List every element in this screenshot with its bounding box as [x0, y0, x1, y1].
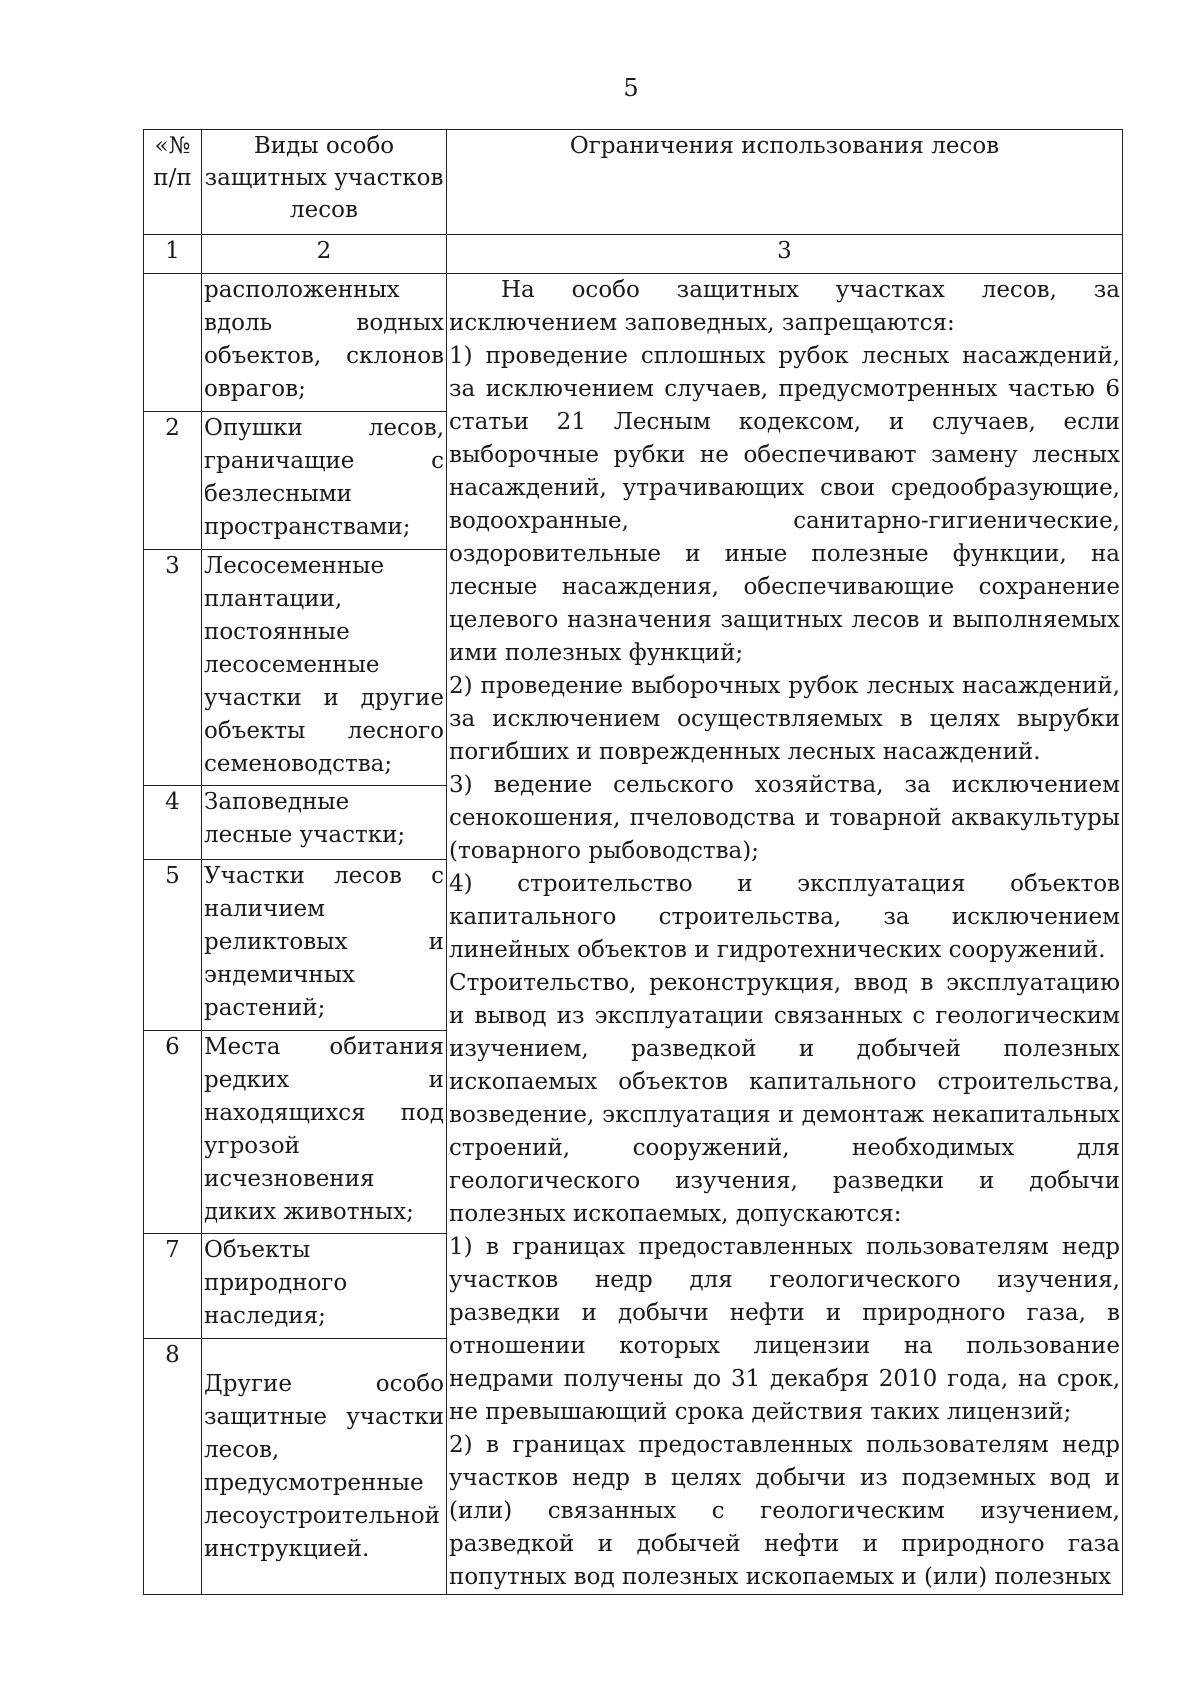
row-number: [144, 274, 202, 412]
header-row: [144, 130, 1123, 235]
restriction-paragraph: 4) строительство и эксплуатация объектов капитального строительства, за исключением линейных объектов и гидротехнических сооружений.: [449, 871, 1120, 963]
row-kind: Опушки лесов, граничащие с безлесными пространствами;: [202, 411, 447, 549]
restriction-paragraph: 2) проведение выборочных рубок лесных насаждений, за исключением осуществляемых в целях вырубки погибших и поврежденных лесных насаждений.: [449, 673, 1120, 765]
column-index: 3: [447, 235, 1123, 274]
row-number: 2: [144, 411, 202, 549]
column-index: 2: [202, 235, 447, 274]
restriction-paragraph: 1) в границах предоставленных пользователям недр участков недр для геологического изучения, разведки и добычи нефти и природного газа, в отношении которых лицензии на пользование недрами получены до 31 декабря 2010 года, на срок, не превышающий срока действия таких лицензий;: [449, 1234, 1120, 1425]
row-number: 7: [144, 1233, 202, 1339]
table-row: [144, 274, 1123, 412]
restrictions-table: [143, 129, 1123, 1595]
row-kind: Участки лесов с наличием реликтовых и эндемичных растений;: [202, 859, 447, 1030]
row-number: 5: [144, 859, 202, 1030]
header-number: «№ п/п: [144, 130, 202, 235]
restriction-paragraph: 3) ведение сельского хозяйства, за исключением сенокошения, пчеловодства и товарной аквакультуры (товарного рыбоводства);: [449, 772, 1120, 864]
header-kind: Виды особо защитных участков лесов: [202, 130, 447, 235]
row-number: 4: [144, 786, 202, 859]
row-kind: расположенных вдоль водных объектов, склонов оврагов;: [202, 274, 447, 412]
header-restrictions: Ограничения использования лесов: [447, 130, 1123, 235]
row-number: 6: [144, 1030, 202, 1233]
row-kind: Объекты природного наследия;: [202, 1233, 447, 1339]
restriction-paragraph: 1) проведение сплошных рубок лесных насаждений, за исключением случаев, предусмотренных частью 6 статьи 21 Лесным кодексом, и случаев, если выборочные рубки не обеспечивают замену лесных насаждений, утрачивающих свои средообразующие, водоохранные, санитарно-гигиенические, оздоровительные и иные полезные функции, на лесные насаждения, обеспечивающие сохранение целевого назначения защитных лесов и выполняемых ими полезных функций;: [449, 343, 1120, 666]
row-kind: Лесосеменные плантации, постоянные лесосеменные участки и другие объекты лесного семеноводства;: [202, 549, 447, 785]
restriction-paragraph: Строительство, реконструкция, ввод в эксплуатацию и вывод из эксплуатации связанных с геологическим изучением, разведкой и добычей полезных ископаемых объектов капитального строительства, возведение, эксплуатация и демонтаж некапитальных строений, сооружений, необходимых для геологического изучения, разведки и добычи полезных ископаемых, допускаются:: [449, 970, 1120, 1227]
row-number: 3: [144, 549, 202, 785]
restrictions-cell: [447, 274, 1123, 1595]
row-kind: Заповедные лесные участки;: [202, 786, 447, 859]
page-number: 5: [623, 74, 639, 102]
restriction-paragraph: На особо защитных участках лесов, за исключением заповедных, запрещаются:: [449, 277, 1120, 336]
row-kind: Места обитания редких и находящихся под угрозой исчезновения диких животных;: [202, 1030, 447, 1233]
row-kind: Другие особо защитные участки лесов, предусмотренные лесоустроительной инструкцией.: [202, 1339, 447, 1595]
column-index-row: [144, 235, 1123, 274]
row-number: 8: [144, 1339, 202, 1595]
column-index: 1: [144, 235, 202, 274]
restriction-paragraph: 2) в границах предоставленных пользователям недр участков недр в целях добычи из подземных вод и (или) связанных с геологическим изучением, разведкой и добычей нефти и природного газа попутных вод полезных ископаемых и (или) полезных: [449, 1432, 1120, 1590]
